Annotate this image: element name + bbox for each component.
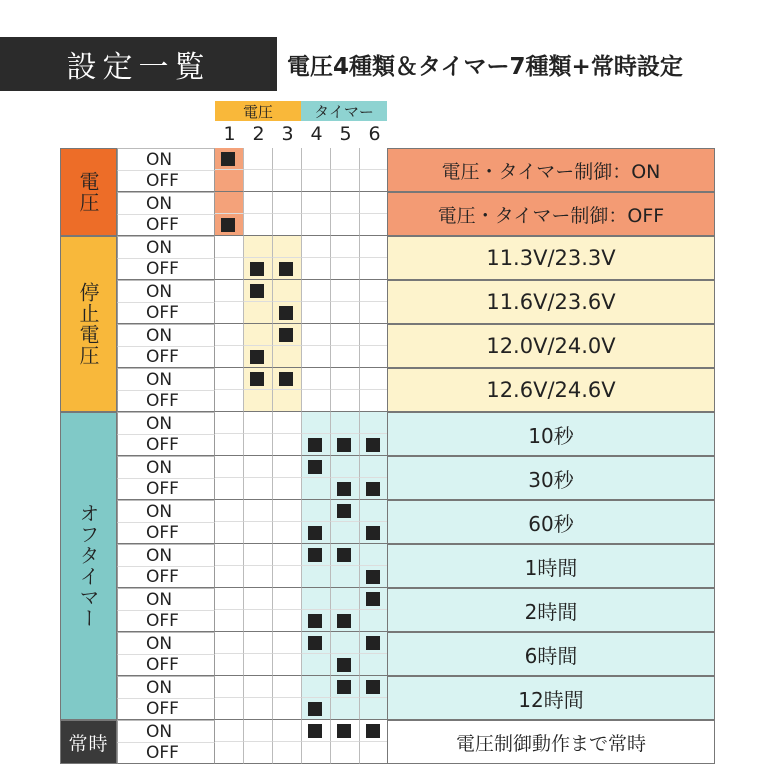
switch-off-marker	[366, 482, 380, 496]
switch-cell	[302, 720, 331, 742]
switch-cell	[215, 500, 244, 522]
switch-cell	[215, 170, 244, 192]
switch-cell	[273, 742, 302, 764]
switch-cell	[360, 522, 389, 544]
switch-cell	[360, 742, 389, 764]
setting-result: 12時間	[387, 676, 715, 720]
switch-on-label: ON	[117, 280, 215, 302]
page-subtitle: 電圧4種類＆タイマー7種類+常時設定	[287, 53, 683, 80]
switch-cell	[302, 456, 331, 478]
switch-cell	[360, 324, 389, 346]
switch-cell	[244, 368, 273, 390]
switch-cell	[215, 676, 244, 698]
switch-cell	[360, 676, 389, 698]
switch-on-marker	[337, 724, 351, 738]
switch-cell	[215, 390, 244, 412]
category-constant	[60, 720, 117, 764]
setting-result: 12.0V/24.0V	[387, 324, 715, 368]
switch-on-marker	[366, 724, 380, 738]
switch-cell	[273, 500, 302, 522]
switch-cell	[215, 302, 244, 324]
switch-cell	[244, 522, 273, 544]
switch-off-label: OFF	[117, 566, 215, 588]
switch-cell	[273, 610, 302, 632]
switch-cell	[360, 412, 389, 434]
switch-cell	[302, 544, 331, 566]
switch-cell	[360, 654, 389, 676]
setting-result: 電圧・タイマー制御：OFF	[387, 192, 715, 236]
switch-cell	[244, 214, 273, 236]
switch-on-label: ON	[117, 720, 215, 742]
switch-cell	[273, 632, 302, 654]
switch-on-marker	[250, 284, 264, 298]
switch-on-marker	[337, 504, 351, 518]
switch-cell	[331, 742, 360, 764]
switch-cell	[273, 566, 302, 588]
switch-cell	[273, 676, 302, 698]
switch-cell	[244, 390, 273, 412]
switch-cell	[331, 654, 360, 676]
switch-cell	[244, 632, 273, 654]
switch-on-label: ON	[117, 676, 215, 698]
switch-cell	[302, 346, 331, 368]
switch-cell	[302, 610, 331, 632]
switch-cell	[331, 412, 360, 434]
switch-off-label: OFF	[117, 610, 215, 632]
switch-cell	[215, 456, 244, 478]
switch-cell	[302, 258, 331, 280]
switch-cell	[302, 478, 331, 500]
switch-on-label: ON	[117, 500, 215, 522]
switch-cell	[215, 412, 244, 434]
switch-on-marker	[279, 372, 293, 386]
switch-cell	[215, 566, 244, 588]
switch-cell	[360, 148, 389, 170]
switch-cell	[302, 324, 331, 346]
switch-off-marker	[366, 570, 380, 584]
switch-cell	[360, 280, 389, 302]
switch-cell	[215, 214, 244, 236]
switch-cell	[244, 456, 273, 478]
switch-cell	[331, 170, 360, 192]
voltage-group-header: 電圧	[215, 101, 301, 121]
column-number-1: 1	[223, 123, 236, 145]
switch-cell	[244, 324, 273, 346]
switch-cell	[215, 522, 244, 544]
switch-cell	[244, 280, 273, 302]
switch-cell	[302, 588, 331, 610]
switch-cell	[273, 654, 302, 676]
switch-cell	[331, 610, 360, 632]
switch-on-label: ON	[117, 236, 215, 258]
switch-cell	[360, 302, 389, 324]
switch-off-label: OFF	[117, 742, 215, 764]
switch-cell	[360, 478, 389, 500]
switch-off-marker	[337, 658, 351, 672]
switch-off-label: OFF	[117, 698, 215, 720]
switch-cell	[215, 192, 244, 214]
switch-cell	[331, 346, 360, 368]
switch-cell	[360, 434, 389, 456]
switch-off-marker	[337, 482, 351, 496]
switch-cell	[331, 148, 360, 170]
switch-cell	[273, 434, 302, 456]
switch-cell	[273, 170, 302, 192]
switch-on-label: ON	[117, 632, 215, 654]
switch-on-marker	[250, 372, 264, 386]
switch-cell	[331, 302, 360, 324]
switch-cell	[302, 742, 331, 764]
switch-on-marker	[337, 548, 351, 562]
switch-off-label: OFF	[117, 214, 215, 236]
switch-cell	[244, 676, 273, 698]
switch-on-label: ON	[117, 192, 215, 214]
switch-cell	[244, 346, 273, 368]
switch-cell	[215, 148, 244, 170]
switch-cell	[331, 214, 360, 236]
switch-cell	[273, 148, 302, 170]
switch-cell	[273, 192, 302, 214]
switch-cell	[302, 280, 331, 302]
switch-cell	[244, 654, 273, 676]
switch-cell	[244, 412, 273, 434]
switch-cell	[215, 324, 244, 346]
switch-cell	[273, 698, 302, 720]
setting-result: 6時間	[387, 632, 715, 676]
switch-cell	[360, 390, 389, 412]
switch-cell	[302, 302, 331, 324]
switch-cell	[331, 390, 360, 412]
switch-cell	[215, 236, 244, 258]
switch-cell	[273, 544, 302, 566]
setting-result: 11.3V/23.3V	[387, 236, 715, 280]
column-number-2: 2	[252, 123, 265, 145]
settings-table	[60, 148, 715, 772]
switch-cell	[331, 522, 360, 544]
switch-cell	[302, 632, 331, 654]
switch-off-label: OFF	[117, 654, 215, 676]
switch-cell	[273, 302, 302, 324]
switch-cell	[244, 302, 273, 324]
switch-cell	[273, 236, 302, 258]
switch-cell	[215, 258, 244, 280]
switch-cell	[244, 148, 273, 170]
switch-cell	[331, 544, 360, 566]
setting-result: 60秒	[387, 500, 715, 544]
switch-cell	[331, 368, 360, 390]
column-number-4: 4	[310, 123, 323, 145]
switch-cell	[331, 632, 360, 654]
switch-cell	[244, 544, 273, 566]
switch-cell	[215, 742, 244, 764]
switch-on-marker	[308, 724, 322, 738]
switch-cell	[244, 236, 273, 258]
setting-result: 11.6V/23.6V	[387, 280, 715, 324]
switch-cell	[302, 368, 331, 390]
switch-cell	[360, 566, 389, 588]
switch-cell	[215, 632, 244, 654]
switch-cell	[302, 148, 331, 170]
page-title-box	[0, 37, 277, 91]
switch-cell	[331, 258, 360, 280]
switch-on-label: ON	[117, 148, 215, 170]
switch-cell	[302, 170, 331, 192]
switch-on-marker	[366, 680, 380, 694]
switch-cell	[360, 170, 389, 192]
switch-off-marker	[337, 438, 351, 452]
switch-cell	[244, 500, 273, 522]
switch-cell	[273, 588, 302, 610]
switch-cell	[244, 192, 273, 214]
switch-cell	[244, 258, 273, 280]
timer-group-header: タイマー	[301, 101, 387, 121]
switch-cell	[331, 676, 360, 698]
switch-cell	[331, 456, 360, 478]
switch-cell	[331, 566, 360, 588]
switch-on-marker	[221, 152, 235, 166]
column-number-3: 3	[281, 123, 294, 145]
switch-off-label: OFF	[117, 302, 215, 324]
switch-cell	[360, 698, 389, 720]
switch-cell	[360, 346, 389, 368]
switch-off-label: OFF	[117, 170, 215, 192]
switch-cell	[360, 214, 389, 236]
switch-cell	[273, 258, 302, 280]
switch-cell	[244, 170, 273, 192]
switch-cell	[302, 434, 331, 456]
setting-result: 電圧制御動作まで常時	[387, 720, 715, 764]
switch-cell	[331, 324, 360, 346]
switch-off-label: OFF	[117, 434, 215, 456]
switch-off-marker	[308, 526, 322, 540]
switch-off-marker	[308, 614, 322, 628]
switch-cell	[273, 214, 302, 236]
switch-cell	[244, 720, 273, 742]
switch-cell	[331, 280, 360, 302]
switch-cell	[273, 324, 302, 346]
switch-cell	[360, 544, 389, 566]
switch-cell	[302, 500, 331, 522]
switch-off-label: OFF	[117, 478, 215, 500]
switch-cell	[302, 522, 331, 544]
switch-cell	[302, 236, 331, 258]
switch-off-marker	[366, 526, 380, 540]
switch-cell	[215, 544, 244, 566]
switch-cell	[302, 412, 331, 434]
switch-cell	[215, 478, 244, 500]
switch-cell	[244, 588, 273, 610]
switch-cell	[360, 632, 389, 654]
switch-off-marker	[308, 702, 322, 716]
switch-cell	[273, 478, 302, 500]
switch-cell	[331, 500, 360, 522]
switch-on-label: ON	[117, 544, 215, 566]
switch-cell	[215, 346, 244, 368]
switch-cell	[215, 368, 244, 390]
switch-off-label: OFF	[117, 258, 215, 280]
switch-cell	[360, 258, 389, 280]
setting-result: 電圧・タイマー制御：ON	[387, 148, 715, 192]
column-number-6: 6	[368, 123, 381, 145]
switch-cell	[331, 720, 360, 742]
switch-off-label: OFF	[117, 522, 215, 544]
switch-on-marker	[308, 460, 322, 474]
switch-off-marker	[366, 438, 380, 452]
switch-off-marker	[279, 306, 293, 320]
switch-cell	[215, 434, 244, 456]
switch-cell	[302, 676, 331, 698]
switch-cell	[360, 500, 389, 522]
switch-cell	[244, 610, 273, 632]
switch-cell	[215, 610, 244, 632]
category-label: 電圧	[76, 171, 100, 213]
setting-result: 2時間	[387, 588, 715, 632]
switch-on-marker	[308, 636, 322, 650]
switch-cell	[273, 390, 302, 412]
switch-cell	[331, 478, 360, 500]
setting-result: 12.6V/24.6V	[387, 368, 715, 412]
category-off-timer	[60, 412, 117, 720]
switch-cell	[331, 588, 360, 610]
switch-cell	[273, 280, 302, 302]
switch-cell	[331, 698, 360, 720]
switch-cell	[215, 654, 244, 676]
switch-on-marker	[366, 592, 380, 606]
switch-cell	[215, 280, 244, 302]
switch-cell	[302, 566, 331, 588]
category-voltage	[60, 148, 117, 236]
switch-cell	[360, 720, 389, 742]
switch-cell	[244, 742, 273, 764]
category-label: 停止電圧	[76, 282, 100, 366]
switch-cell	[331, 434, 360, 456]
switch-off-marker	[279, 262, 293, 276]
switch-on-label: ON	[117, 324, 215, 346]
switch-cell	[244, 566, 273, 588]
switch-on-marker	[366, 636, 380, 650]
switch-off-marker	[221, 218, 235, 232]
switch-cell	[273, 720, 302, 742]
category-label: オフタイマー	[76, 503, 100, 629]
switch-cell	[302, 698, 331, 720]
column-number-5: 5	[339, 123, 352, 145]
switch-on-label: ON	[117, 456, 215, 478]
switch-off-label: OFF	[117, 390, 215, 412]
switch-cell	[360, 456, 389, 478]
switch-off-label: OFF	[117, 346, 215, 368]
switch-off-marker	[308, 438, 322, 452]
switch-cell	[273, 412, 302, 434]
switch-off-marker	[250, 262, 264, 276]
switch-cell	[244, 698, 273, 720]
switch-cell	[360, 192, 389, 214]
switch-on-label: ON	[117, 368, 215, 390]
switch-cell	[215, 588, 244, 610]
switch-on-marker	[308, 548, 322, 562]
switch-off-marker	[250, 350, 264, 364]
switch-on-label: ON	[117, 588, 215, 610]
page-title: 設定一覧	[66, 50, 211, 85]
switch-cell	[215, 720, 244, 742]
switch-cell	[360, 368, 389, 390]
switch-on-marker	[337, 680, 351, 694]
switch-cell	[244, 434, 273, 456]
switch-cell	[273, 456, 302, 478]
switch-cell	[302, 390, 331, 412]
switch-cell	[273, 522, 302, 544]
switch-cell	[302, 214, 331, 236]
switch-cell	[273, 368, 302, 390]
switch-cell	[360, 588, 389, 610]
switch-cell	[273, 346, 302, 368]
setting-result: 30秒	[387, 456, 715, 500]
switch-cell	[360, 610, 389, 632]
category-label: 常時	[68, 732, 109, 755]
switch-cell	[244, 478, 273, 500]
setting-result: 1時間	[387, 544, 715, 588]
switch-cell	[215, 698, 244, 720]
switch-cell	[331, 192, 360, 214]
switch-off-marker	[337, 614, 351, 628]
switch-cell	[331, 236, 360, 258]
switch-on-label: ON	[117, 412, 215, 434]
setting-result: 10秒	[387, 412, 715, 456]
switch-on-marker	[279, 328, 293, 342]
switch-cell	[360, 236, 389, 258]
category-stop-voltage	[60, 236, 117, 412]
switch-cell	[302, 192, 331, 214]
switch-cell	[302, 654, 331, 676]
